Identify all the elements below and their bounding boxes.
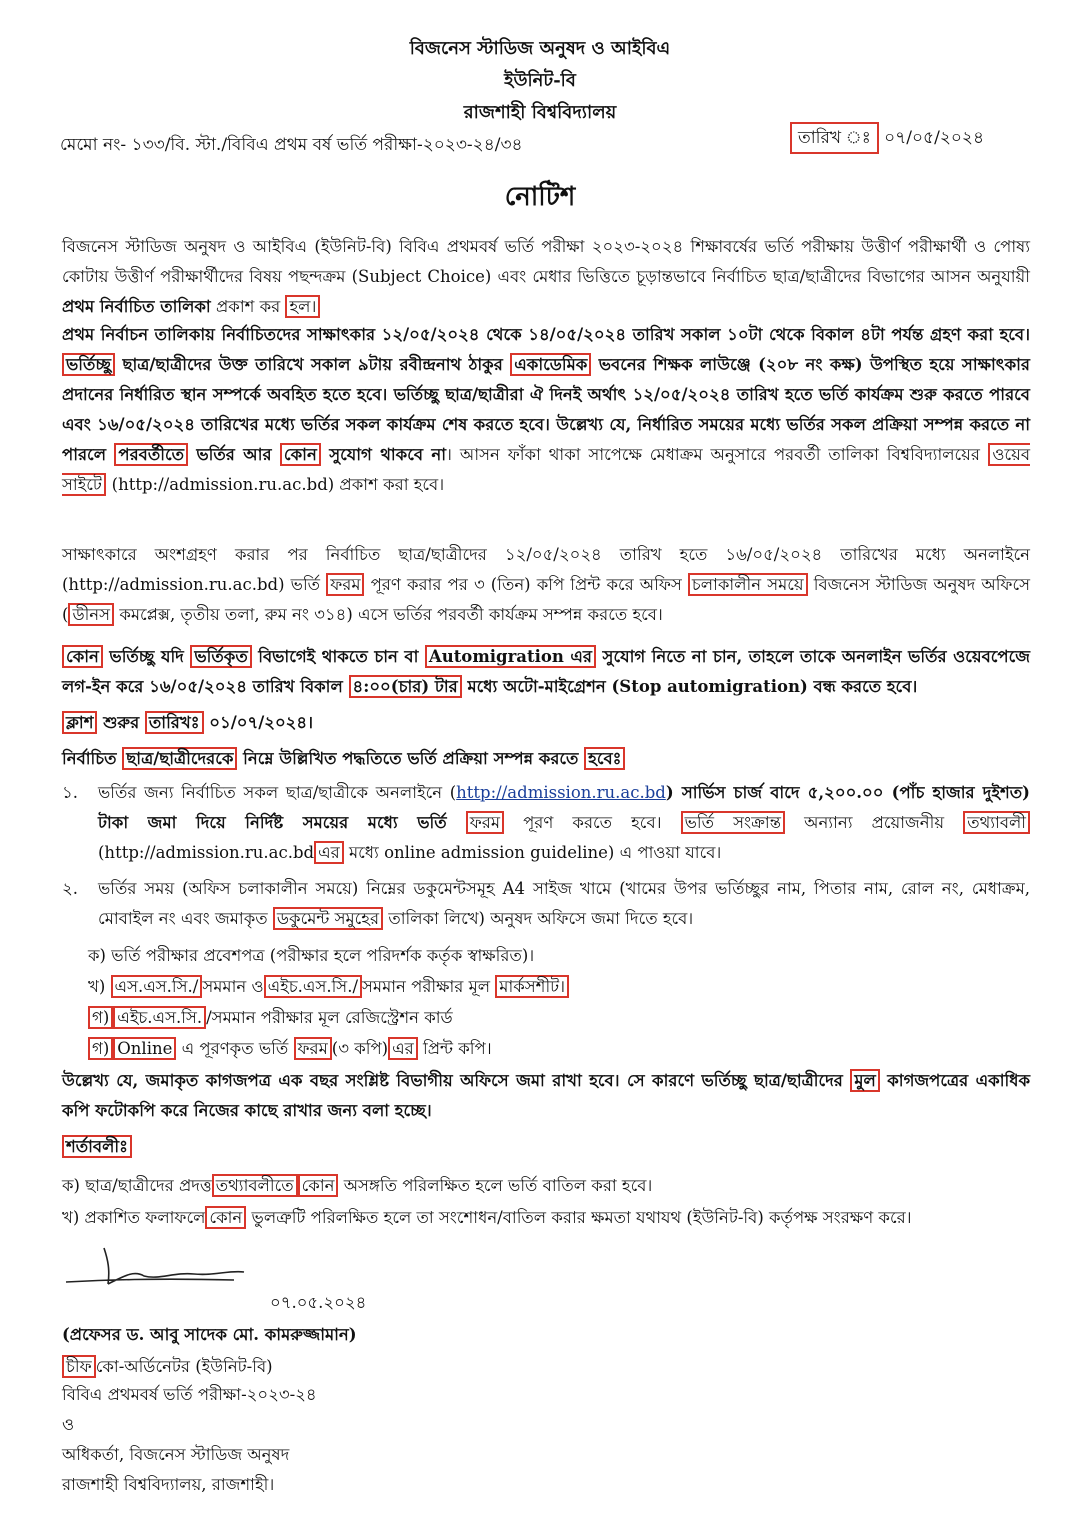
online-form-text-2: পূরণ করার পর ৩ (তিন) কপি প্রিন্ট করে অফিস bbox=[370, 575, 682, 594]
retention-text: উল্লেখ্য যে, জমাকৃত কাগজপত্র এক বছর সংশ্লিষ্ট বিভাগীয় অফিসে জমা রাখা হবে। সে কারণে ভর্তিচ্ছু ছাত্র/ছাত্রীদের bbox=[62, 1071, 843, 1090]
document-item: গ) এইচ.এস.সি. /সমমান পরীক্ষার মূল রেজিস্ট্রেশন কার্ড bbox=[88, 1002, 569, 1033]
condition-item: খ) প্রকাশিত ফলাফলে কোন ভুলত্রুটি পরিলক্ষিত হলে তা সংশোধন/বাতিল করার ক্ষমতা যথাযথ (ইউনিট-বি) কর্তৃপক্ষ সংরক্ষণ করে। bbox=[62, 1208, 912, 1227]
interview-highlight-5: ওয়েব সাইটে bbox=[62, 445, 1031, 494]
condition-item: ক) ছাত্র/ছাত্রীদের প্রদত্ত তথ্যাবলীতে কোন অসঙ্গতি পরিলক্ষিত হলে ভর্তি বাতিল করা হবে। bbox=[62, 1176, 653, 1195]
procedure-text-2: নিম্নে উল্লিখিত পদ্ধতিতে ভর্তি প্রক্রিয়া সম্পন্ন করতে bbox=[243, 749, 579, 768]
procedure-text: নির্বাচিত bbox=[62, 749, 117, 768]
paragraph-interview bbox=[62, 320, 1030, 500]
retention-highlight: মুল bbox=[850, 1069, 879, 1092]
online-form-text-3: বিজনেস স্টাডিজ অনুষদ অফিসে ( bbox=[62, 575, 1031, 624]
automigration-highlight-2: ভর্তিকৃত bbox=[190, 645, 251, 668]
header-university: রাজশাহী বিশ্ববিদ্যালয় bbox=[463, 102, 617, 123]
class-start-highlight-1: ক্লাশ bbox=[62, 711, 97, 734]
list-item bbox=[62, 874, 1030, 934]
automigration-text-4: মধ্যে অটো-মাইগ্রেশন (Stop automigration) বন্ধ করতে হবে। bbox=[467, 677, 918, 696]
class-start-text: শুরুর bbox=[103, 713, 140, 732]
interview-highlight-4: কোন bbox=[280, 443, 321, 466]
procedure-intro bbox=[62, 744, 1030, 774]
list-highlight: ভর্তি সংক্রান্ত bbox=[681, 811, 785, 834]
automigration-text: ভর্তিচ্ছু যদি bbox=[109, 647, 184, 666]
paragraph-documents-retention bbox=[62, 1066, 1030, 1126]
header-unit: ইউনিট-বি bbox=[504, 70, 576, 91]
automigration-text-2: বিভাগেই থাকতে চান বা bbox=[258, 647, 419, 666]
procedure-highlight-2: হবেঃ bbox=[584, 747, 625, 770]
automigration-text-3: সুযোগ নিতে না চান, তাহলে তাকে অনলাইন ভর্তির ওয়েবপেজে লগ-ইন করে ১৬/০৫/২০২৪ তারিখ বিকাল bbox=[62, 647, 1030, 696]
memo-date bbox=[790, 125, 984, 153]
paragraph-automigration bbox=[62, 642, 1030, 702]
list-item-text: ভর্তির জন্য নির্বাচিত সকল ছাত্র/ছাত্রীকে অনলাইনে (http://admission.ru.ac.bd) সার্ভিস চার্জ বাদে ৫,২০০.০০ (পাঁচ হাজার দুইশত) টাকা জমা দিয়ে নির্দিষ্ট সময়ের মধ্যে ভর্তি ফরম পূরণ করতে হবে। ভর্তি সংক্রান্ত অন্যান্য প্রয়োজনীয় তথ্যাবলী (http://admission.ru.ac.bd এর মধ্যে online admission guideline) এ পাওয়া যাবে। bbox=[98, 783, 1030, 862]
list-number: ২. bbox=[62, 879, 78, 898]
signatory-title: চীফ কো-অর্ডিনেটর (ইউনিট-বি) bbox=[62, 1352, 273, 1381]
paragraph-intro bbox=[62, 232, 1030, 322]
memo-date-label: তারিখ ঃ bbox=[790, 122, 879, 154]
memo-number: মেমো নং- ১৩৩/বি. স্টা./বিবিএ প্রথম বর্ষ ভর্তি পরীক্ষা-২০২৩-২৪/৩৪ bbox=[60, 135, 523, 155]
automigration-highlight-4: ৪:০০(চার) টার bbox=[349, 675, 462, 698]
list-highlight: ফরম bbox=[466, 811, 504, 834]
admission-link[interactable]: http://admission.ru.ac.bd bbox=[456, 783, 666, 802]
signatory-line-3: বিবিএ প্রথমবর্ষ ভর্তি পরীক্ষা-২০২৩-২৪ bbox=[62, 1385, 317, 1404]
document-item: গ) Online এ পূরণকৃত ভর্তি ফরম (৩ কপি) এর প্রিন্ট কপি। bbox=[88, 1033, 569, 1064]
signatory-name: (প্রফেসর ড. আবু সাদেক মো. কামরুজ্জামান) bbox=[62, 1325, 357, 1344]
interview-text-4: ভর্তির আর bbox=[196, 445, 272, 464]
class-start-date: ০১/০৭/২০২৪। bbox=[209, 713, 314, 732]
list-highlight: এর bbox=[314, 841, 344, 864]
interview-text-7: (http://admission.ru.ac.bd) প্রকাশ করা হবে। bbox=[111, 475, 445, 494]
conditions-title: শর্তাবলীঃ bbox=[62, 1134, 132, 1161]
list-item-text: ভর্তির সময় (অফিস চলাকালীন সময়ে) নিম্নের ডকুমেন্টসমূহ A4 সাইজ খামে (খামের উপর ভর্তিচ্ছুর নাম, পিতার নাম, রোল নং, মেধাক্রম, মোবাইল নং এবং জমাকৃত ডকুমেন্ট সমুহের তালিকা লিখে) অনুষদ অফিসে জমা দিতে হবে। bbox=[98, 879, 1030, 928]
interview-highlight-3: পরবর্তীতে bbox=[114, 443, 188, 466]
class-start-highlight-2: তারিখঃ bbox=[145, 711, 204, 734]
list-highlight: তথ্যাবলী bbox=[963, 811, 1030, 834]
list-highlight: ডকুমেন্ট সমুহের bbox=[273, 907, 383, 930]
signature-date: ০৭.০৫.২০২৪ bbox=[270, 1293, 367, 1312]
notice-title: নোটিশ bbox=[504, 182, 576, 212]
document-item: খ) এস.এস.সি./ সমমান ও এইচ.এস.সি./ সমমান পরীক্ষার মূল মার্কসশীট। bbox=[88, 971, 569, 1002]
signatory-line-4: ও bbox=[62, 1415, 75, 1434]
interview-highlight-1: ভর্তিচ্ছু bbox=[62, 353, 115, 376]
interview-text-3: ভবনের শিক্ষক লাউঞ্জে (২০৮ নং কক্ষ) উপস্থিত হয়ে সাক্ষাৎকার প্রদানের নির্ধারিত স্থান সম্পর্কে অবহিত হতে হবে। ভর্তিচ্ছু ছাত্র/ছাত্রীরা ঐ দিনই অর্থাৎ ১২/০৫/২০২৪ তারিখ হতে ভর্তি কার্যক্রম শুরু করতে পারবে এবং ১৬/০৫/২০২৪ তারিখের মধ্যে ভর্তির সকল কার্যক্রম শেষ করতে হবে। উল্লেখ্য যে, নির্ধারিত সময়ের মধ্যে ভর্তির সকল প্রক্রিয়া সম্পন্ন করতে না পারলে bbox=[62, 355, 1030, 464]
intro-text: বিজনেস স্টাডিজ অনুষদ ও আইবিএ (ইউনিট-বি) বিবিএ প্রথমবর্ষ ভর্তি পরীক্ষা ২০২৩-২০২৪ শিক্ষাবর্ষের ভর্তি পরীক্ষায় উত্তীর্ণ পরীক্ষার্থী ও পোষ্য কোটায় উত্তীর্ণ পরীক্ষার্থীদের বিষয় পছন্দক্রম (Subject Choice) এবং মেধার ভিত্তিতে চূড়ান্তভাবে নির্বাচিত ছাত্র/ছাত্রীদের বিভাগের আসন অনুযায়ী bbox=[62, 237, 1030, 286]
document-item: ক) ভর্তি পরীক্ষার প্রবেশপত্র (পরীক্ষার হলে পরিদর্শক কর্তৃক স্বাক্ষরিত)। bbox=[88, 946, 535, 965]
automigration-highlight-3: Automigration এর bbox=[425, 645, 596, 668]
memo-date-value: ০৭/০৫/২০২৪ bbox=[884, 128, 985, 148]
signatory-line-6: রাজশাহী বিশ্ববিদ্যালয়, রাজশাহী। bbox=[62, 1475, 275, 1494]
intro-text-2: প্রকাশ কর bbox=[215, 297, 281, 316]
paragraph-online-form bbox=[62, 540, 1030, 630]
procedure-list bbox=[62, 778, 1030, 934]
online-form-highlight-1: ফরম bbox=[326, 573, 364, 596]
interview-text-6: । আসন ফাঁকা থাকা সাপেক্ষে মেধাক্রম অনুসারে পরবর্তী তালিকা বিশ্ববিদ্যালয়ের bbox=[446, 445, 980, 464]
interview-highlight-2: একাডেমিক bbox=[510, 353, 591, 376]
automigration-highlight-1: কোন bbox=[62, 645, 103, 668]
procedure-highlight-1: ছাত্র/ছাত্রীদেরকে bbox=[122, 747, 237, 770]
online-form-highlight-3: ডীনস bbox=[68, 603, 114, 626]
class-start bbox=[62, 708, 1030, 738]
interview-text-5: সুযোগ থাকবে না bbox=[329, 445, 447, 464]
list-number: ১. bbox=[62, 783, 78, 802]
document-list bbox=[88, 940, 569, 1064]
conditions-list bbox=[62, 1170, 1030, 1234]
list-item bbox=[62, 778, 1030, 868]
signatory-line-5: অধিকর্তা, বিজনেস স্টাডিজ অনুষদ bbox=[62, 1445, 290, 1464]
online-form-text-4: কমপ্লেক্স, তৃতীয় তলা, রুম নং ৩১৪) এসে ভর্তির পরবর্তী কার্যক্রম সম্পন্ন করতে হবে। bbox=[119, 605, 663, 624]
header-faculty: বিজনেস স্টাডিজ অনুষদ ও আইবিএ bbox=[409, 38, 671, 59]
retention-text-2: কাগজপত্রের একাধিক কপি ফটোকপি করে নিজের কাছে রাখার জন্য বলা হচ্ছে। bbox=[62, 1071, 1030, 1120]
signature-scribble bbox=[64, 1240, 254, 1300]
online-form-text: সাক্ষাৎকারে অংশগ্রহণ করার পর নির্বাচিত ছাত্র/ছাত্রীদের ১২/০৫/২০২৪ তারিখ হতে ১৬/০৫/২০২৪ তারিখের মধ্যে অনলাইনে (http://admission.ru.ac.bd) ভর্তি bbox=[62, 545, 1030, 594]
interview-text-2: ছাত্র/ছাত্রীদের উক্ত তারিখে সকাল ৯টায় রবীন্দ্রনাথ ঠাকুর bbox=[122, 355, 503, 374]
online-form-highlight-2: চলাকালীন সময়ে bbox=[688, 573, 808, 596]
intro-highlight: হল। bbox=[285, 295, 320, 318]
interview-text: প্রথম নির্বাচন তালিকায় নির্বাচিতদের সাক্ষাৎকার ১২/০৫/২০২৪ থেকে ১৪/০৫/২০২৪ তারিখ সকাল ১০টা থেকে বিকাল ৪টা পর্যন্ত গ্রহণ করা হবে। bbox=[62, 325, 1030, 344]
intro-bold: প্রথম নির্বাচিত তালিকা bbox=[62, 297, 211, 316]
